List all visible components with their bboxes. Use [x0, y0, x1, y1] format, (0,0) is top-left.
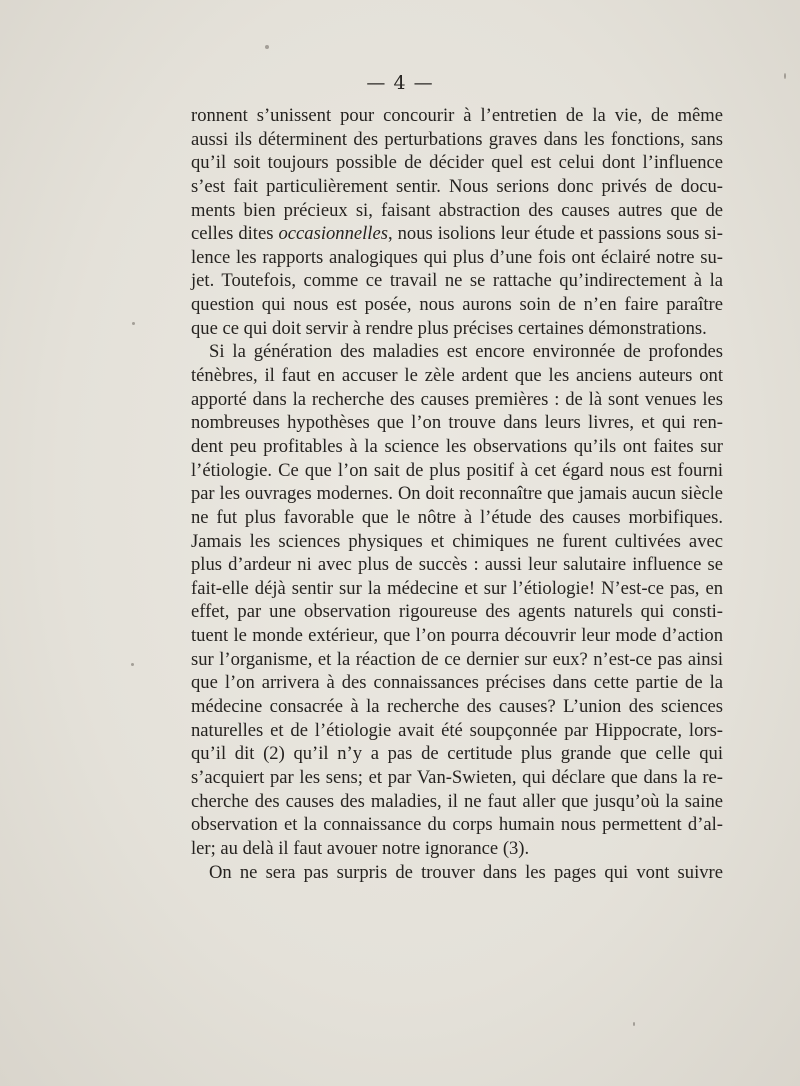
text-line: ne fut plus favorable que le nôtre à l’étude des causes morbifiques. [191, 506, 723, 528]
text-line: Si la génération des maladies est encore environnée de profondes [209, 341, 723, 363]
text-line: question qui nous est posée, nous aurons soin de n’en faire paraître [191, 294, 723, 316]
text-line: que l’on arrivera à des connaissances précises dans cette partie de la [191, 672, 723, 694]
page-number: — 4 — [366, 72, 434, 94]
text-line: par les ouvrages modernes. On doit reconnaître que jamais aucun siècle [191, 483, 723, 504]
text-line: apporté dans la recherche des causes premières : de là sont venues les [191, 388, 723, 410]
text-line: observation et la connaissance du corps humain nous permettent d’al- [191, 814, 723, 836]
text-line: qu’il dit (2) qu’il n’y a pas de certitude plus grande que celle qui [191, 743, 723, 765]
paper-speck [132, 322, 135, 325]
text-line: aussi ils déterminent des perturbations graves dans les fonctions, sans [191, 128, 723, 150]
text-line: s’est fait particulièrement sentir. Nous serions donc privés de docu- [191, 175, 723, 197]
paper-speck [784, 73, 786, 79]
text-line: fait-elle déjà sentir sur la médecine et sur l’étiologie! N’est-ce pas, en [191, 577, 723, 599]
text-line: s’acquiert par les sens; et par Van-Swieten, qui déclare que dans la re- [191, 766, 723, 788]
text-line: naturelles et de l’étiologie avait été soupçonnée par Hippocrate, lors- [191, 719, 723, 741]
paper-speck [131, 663, 134, 666]
text-line: nombreuses hypothèses que l’on trouve dans leurs livres, et qui ren- [191, 412, 723, 434]
text-line: médecine consacrée à la recherche des causes? L’union des sciences [191, 696, 723, 718]
text-line: ténèbres, il faut en accuser le zèle ardent que les anciens auteurs ont [191, 365, 723, 387]
text-line: qu’il soit toujours possible de décider quel est celui dont l’influence [191, 152, 723, 174]
text-line: ler; au delà il faut avouer notre ignorance (3). [191, 837, 530, 859]
text-run: celles dites [191, 223, 279, 245]
body-text [191, 104, 723, 884]
text-line: sur l’organisme, et la réaction de ce dernier sur eux? n’est-ce pas ainsi [191, 648, 723, 670]
paper-speck [633, 1022, 635, 1026]
text-line: lence les rapports analogiques qui plus d’une fois ont éclairé notre su- [191, 246, 723, 268]
text-line: jet. Toutefois, comme ce travail ne se rattache qu’indirectement à la [191, 270, 723, 292]
text-line: ments bien précieux si, faisant abstraction des causes autres que de [191, 199, 723, 221]
text-line: ronnent s’unissent pour concourir à l’entretien de la vie, de même [191, 105, 723, 126]
text-line: cherche des causes des maladies, il ne faut aller que jusqu’où la saine [191, 790, 723, 812]
italic-term: occasionnelles [278, 223, 388, 245]
text-line: On ne sera pas surpris de trouver dans les pages qui vont suivre [209, 861, 723, 883]
text-run: , nous isolions leur étude et passions sous si- [387, 223, 723, 245]
text-line: tuent le monde extérieur, que l’on pourra découvrir leur mode d’action [191, 625, 723, 647]
paper-speck [265, 45, 269, 49]
text-line: Jamais les sciences physiques et chimiques ne furent cultivées avec [191, 530, 723, 552]
text-line: l’étiologie. Ce que l’on sait de plus positif à cet égard nous est fourni [191, 459, 723, 481]
text-line: plus d’ardeur ni avec plus de succès : aussi leur salutaire influence se [191, 554, 723, 576]
text-line: que ce qui doit servir à rendre plus précises certaines démonstrations. [191, 317, 707, 339]
text-line: effet, par une observation rigoureuse des agents naturels qui consti- [191, 601, 723, 623]
text-line: dent peu profitables à la science les observations qu’ils ont faites sur [191, 435, 723, 457]
text-line [191, 222, 723, 246]
